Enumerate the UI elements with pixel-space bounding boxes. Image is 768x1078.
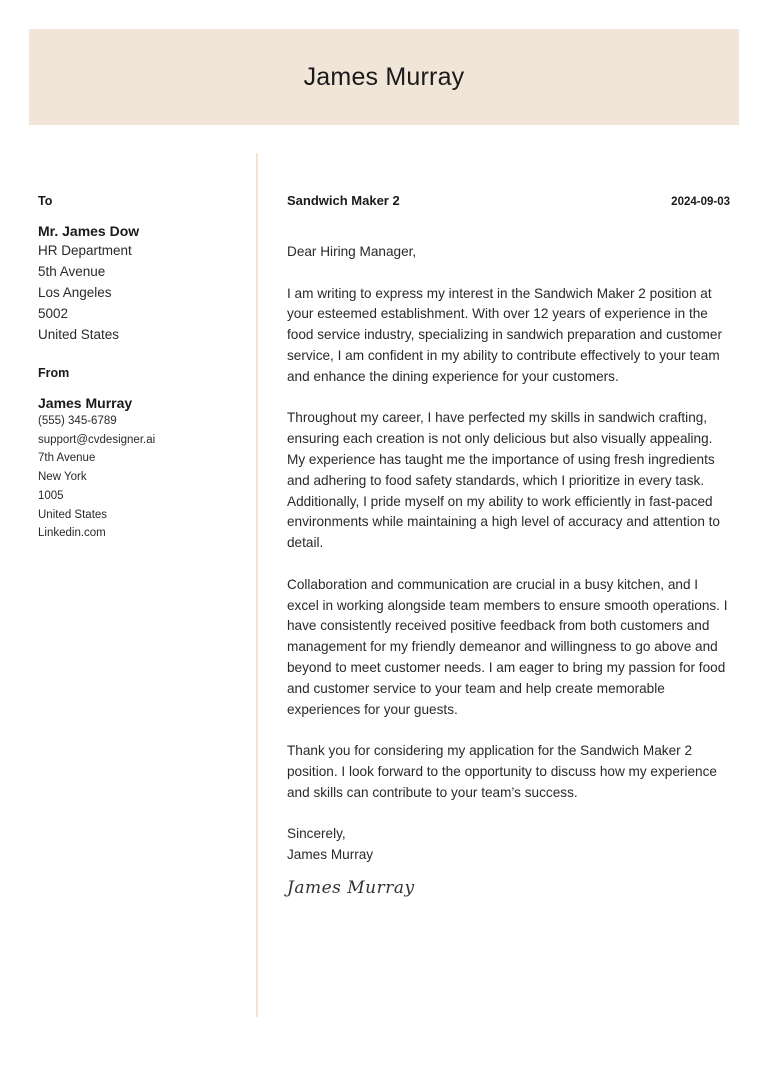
recipient-country: United States — [38, 327, 120, 342]
letter-body — [287, 193, 730, 898]
paragraph-teamwork: Collaboration and communication are crucial in a busy kitchen, and I excel in working alongside team members to ensure smooth operations. I have consistently received positive feedback from both customers and management for my friendly demeanor and willingness to go above and beyond to meet customer needs. I am eager to bring my passion for food and customer service to your team and help create memorable experiences for your guests. — [287, 576, 728, 717]
recipient-department: HR Department — [38, 243, 132, 258]
recipient-city: Los Angeles — [38, 285, 112, 300]
letter-heading — [287, 193, 730, 211]
handwritten-signature: James Murray — [287, 877, 415, 898]
sender-email: support@cvdesigner.ai — [38, 433, 156, 446]
paragraph-closing: Thank you for considering my application for the Sandwich Maker 2 position. I look forward to the opportunity to discuss how my experience and skills can contribute to your team’s success. — [287, 743, 717, 800]
sender-label: From — [38, 366, 70, 380]
paragraph-intro: I am writing to express my interest in the Sandwich Maker 2 position at your esteemed establishment. With over 12 years of experience in the food service industry, specializing in sandwich preparation and customer service, I am confident in my ability to contribute effectively to your team and enhance the dining experience for your customers. — [287, 285, 722, 384]
recipient-name: Mr. James Dow — [38, 223, 140, 239]
column-divider — [256, 153, 258, 1017]
closing-phrase: Sincerely, — [287, 826, 346, 842]
sender-postal-code: 1005 — [38, 489, 64, 502]
contact-sidebar — [38, 193, 248, 543]
closing-name: James Murray — [287, 847, 374, 863]
sender-street: 7th Avenue — [38, 452, 96, 465]
salutation: Dear Hiring Manager, — [287, 244, 417, 259]
page-title: James Murray — [303, 62, 465, 91]
sender-linkedin: Linkedin.com — [38, 527, 106, 540]
sender-name: James Murray — [38, 395, 133, 411]
paragraph-skills: Throughout my career, I have perfected my skills in sandwich crafting, ensuring each creation is not only delicious but also visually appealing. My experience has taught me the importance of using fresh ingredients and adhering to food safety standards, which I prioritize in every task. Additionally, I pride myself on my ability to work efficiently in fast-paced environments while maintaining a high level of accuracy and attention to detail. — [287, 410, 720, 551]
letter-date: 2024-09-03 — [671, 196, 730, 208]
sender-phone: (555) 345-6789 — [38, 415, 117, 427]
recipient-label: To — [38, 194, 53, 208]
job-title: Sandwich Maker 2 — [287, 193, 400, 208]
sender-country: United States — [38, 508, 108, 521]
recipient-street: 5th Avenue — [38, 264, 106, 279]
header-band — [29, 29, 739, 125]
sender-city: New York — [38, 471, 87, 484]
recipient-postal-code: 5002 — [38, 306, 69, 321]
